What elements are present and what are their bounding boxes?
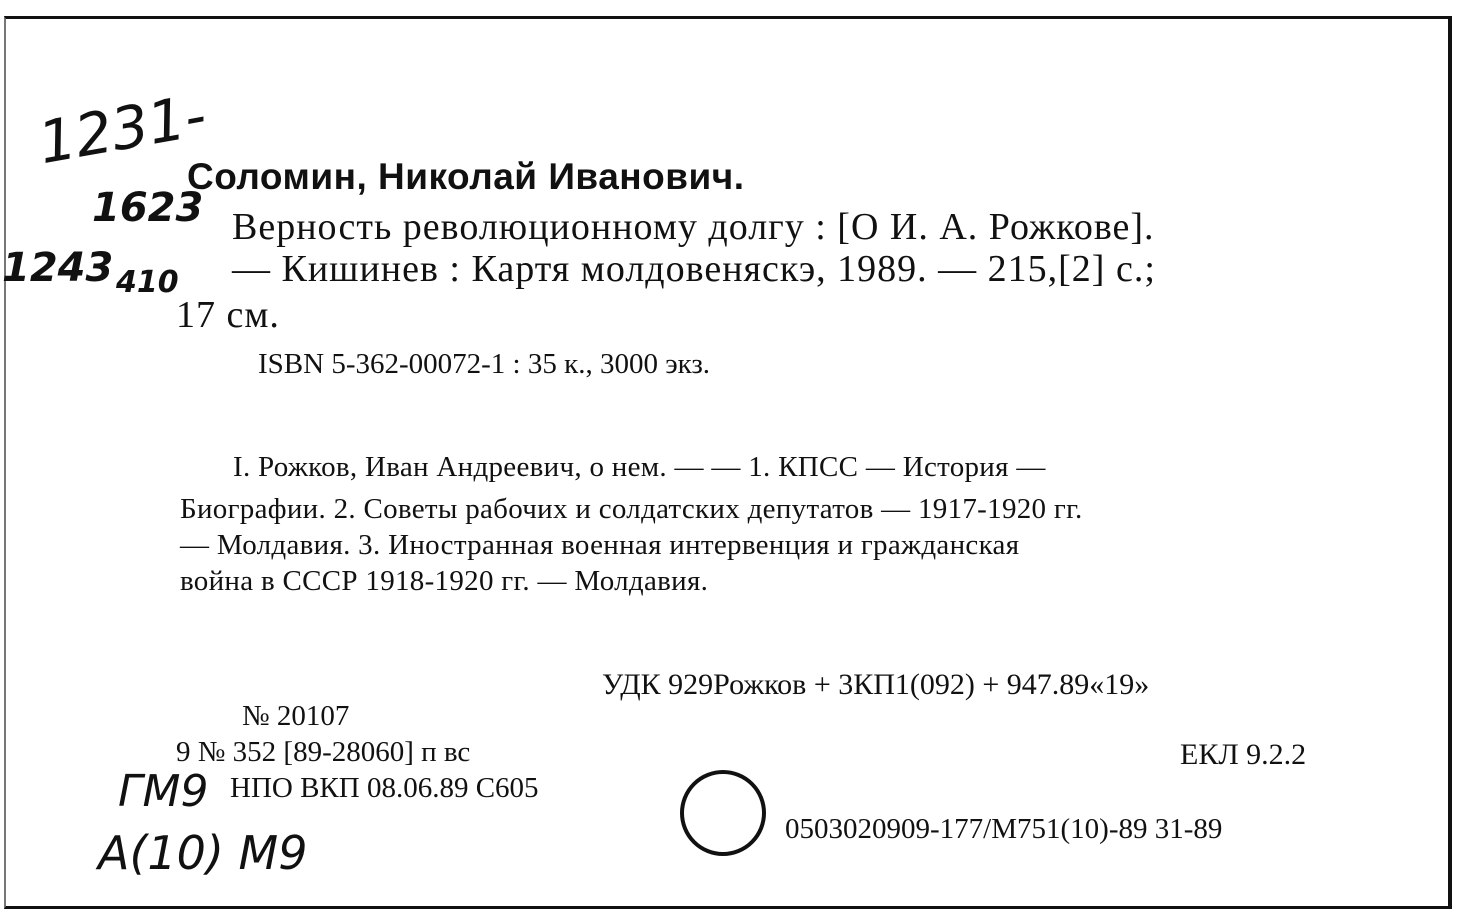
udk-classification: УДК 929Рожков + 3КП1(092) + 947.89«19» xyxy=(602,668,1150,701)
author-heading: Соломин, Николай Иванович. xyxy=(187,156,745,197)
subject-line-2: Биографии. 2. Советы рабочих и солдатских депутатов — 1917-1920 гг. xyxy=(180,493,1083,525)
title-line-3: 17 см. xyxy=(176,294,280,336)
handwritten-second-number: 1623 xyxy=(92,185,204,231)
publication-code: 0503020909-177/М751(10)-89 31-89 xyxy=(785,813,1223,845)
handwritten-fraction-denominator: 410 xyxy=(116,265,179,300)
handwritten-left-number: 1243 xyxy=(2,245,114,291)
subject-line-4: война в СССР 1918-1920 гг. — Молдавия. xyxy=(180,565,709,597)
handwritten-bottom-code-2: А(10) М9 xyxy=(98,826,308,880)
title-line-1: Верность революционному долгу : [О И. А. Рожкове]. xyxy=(232,206,1155,248)
ekl-code: ЕКЛ 9.2.2 xyxy=(1180,738,1307,771)
order-number: 9 № 352 [89-28060] п вс xyxy=(176,736,471,768)
card-number: № 20107 xyxy=(242,700,350,732)
npo-line: НПО ВКП 08.06.89 С605 xyxy=(230,772,539,804)
subject-line-3: — Молдавия. 3. Иностранная военная интервенция и гражданская xyxy=(180,529,1020,561)
circle-stamp-icon xyxy=(680,770,766,856)
isbn-line: ISBN 5-362-00072-1 : 35 к., 3000 экз. xyxy=(258,348,711,380)
subject-line-1: I. Рожков, Иван Андреевич, о нем. — — 1. КПСС — История — xyxy=(233,451,1046,483)
handwritten-top-number: 1231- xyxy=(33,80,212,178)
handwritten-bottom-code-1: ГМ9 xyxy=(118,766,209,817)
title-line-2: — Кишинев : Картя молдовеняскэ, 1989. — 215,[2] с.; xyxy=(232,248,1156,290)
